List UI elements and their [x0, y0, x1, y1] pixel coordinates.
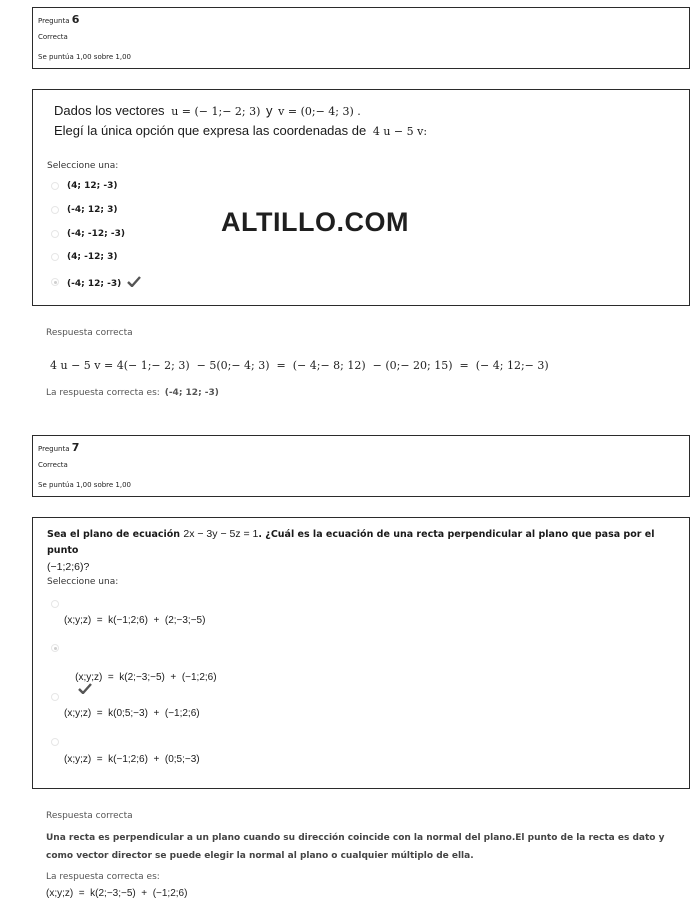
question-number: 6 — [71, 13, 80, 26]
question-6-content-box — [32, 89, 690, 306]
option-radio-1[interactable] — [51, 182, 59, 190]
question-6-status: Correcta — [38, 33, 68, 41]
question-6-prompt-line2 — [54, 123, 427, 138]
select-label: Seleccione una: — [47, 161, 119, 171]
q7-correct-answer-value: (x;y;z) = k(2;−3;−5) + (−1;2;6) — [46, 888, 188, 899]
question-6-info-box — [32, 7, 690, 69]
option-radio-2-selected[interactable] — [51, 644, 59, 652]
option-label-3[interactable]: (-4; -12; -3) — [67, 229, 125, 239]
question-7-prompt — [47, 526, 677, 576]
option-label-3[interactable]: (x;y;z) = k(0;5;−3) + (−1;2;6) — [64, 708, 200, 719]
question-number: 7 — [71, 441, 80, 454]
option-label-2[interactable]: (x;y;z) = k(2;−3;−5) + (−1;2;6) — [75, 672, 217, 683]
vector-expression: 4 u − 5 v: — [372, 125, 428, 138]
q6-correct-answer — [46, 388, 219, 398]
vector-v-definition: v = (0;− 4; 3) . — [278, 105, 361, 118]
option-label-1[interactable]: (x;y;z) = k(−1;2;6) + (2;−3;−5) — [64, 615, 206, 626]
q7-feedback-title: Respuesta correcta — [46, 811, 133, 821]
option-radio-3[interactable] — [51, 693, 59, 701]
question-7-header — [38, 441, 79, 454]
watermark-logo: ALTILLO.COM — [221, 207, 409, 237]
prompt-part-a: Sea el plano de ecuación — [47, 529, 181, 540]
question-label: Pregunta — [38, 445, 70, 453]
question-6-prompt-line1 — [54, 103, 361, 118]
checkmark-icon — [78, 683, 92, 694]
prompt-prefix: Dados los vectores — [54, 103, 165, 118]
vector-u-definition: u = (− 1;− 2; 3) — [171, 105, 261, 118]
question-6-header — [38, 13, 79, 26]
option-label-4[interactable]: (4; -12; 3) — [67, 252, 118, 262]
option-label-2[interactable]: (-4; 12; 3) — [67, 205, 118, 215]
q7-explanation-line2: como vector director se puede elegir la normal al plano o cualquier múltiplo de ella. — [46, 851, 474, 861]
option-5-selected[interactable] — [67, 276, 141, 289]
option-label-4[interactable]: (x;y;z) = k(−1;2;6) + (0;5;−3) — [64, 754, 200, 765]
point-coordinates: (−1;2;6)? — [47, 561, 90, 573]
option-label-5[interactable]: (-4; 12; -3) — [67, 279, 122, 289]
checkmark-icon — [127, 276, 141, 287]
prompt-line2-text: Elegí la única opción que expresa las coordenadas de — [54, 123, 367, 138]
plane-equation: 2x − 3y − 5z = 1 — [183, 528, 259, 540]
option-radio-5-selected[interactable] — [51, 278, 59, 286]
option-radio-2[interactable] — [51, 206, 59, 214]
q7-explanation-line1: Una recta es perpendicular a un plano cuando su dirección coincide con la normal del plano.El punto de la recta es dato y — [46, 833, 665, 843]
option-radio-1[interactable] — [51, 600, 59, 608]
option-radio-4[interactable] — [51, 738, 59, 746]
question-label: Pregunta — [38, 17, 70, 25]
q6-worked-solution: 4 u − 5 v = 4(− 1;− 2; 3) − 5(0;− 4; 3) = (− 4;− 8; 12) − (0;− 20; 15) = (− 4; 12;− 3) — [50, 359, 549, 372]
select-label: Seleccione una: — [47, 577, 119, 587]
correct-answer-value: (-4; 12; -3) — [164, 388, 219, 398]
option-radio-3[interactable] — [51, 230, 59, 238]
conjunction: y — [266, 103, 273, 118]
q6-feedback-title: Respuesta correcta — [46, 328, 133, 338]
option-radio-4[interactable] — [51, 253, 59, 261]
option-2-selected[interactable] — [64, 661, 217, 707]
question-6-score: Se puntúa 1,00 sobre 1,00 — [38, 53, 132, 61]
question-7-status: Correcta — [38, 461, 68, 469]
question-7-info-box — [32, 435, 690, 497]
correct-answer-prefix: La respuesta correcta es: — [46, 388, 160, 398]
prompt-part-b: . ¿Cuál es la ecuación de una recta perpendicular al plano que pasa por el punto — [47, 529, 655, 556]
option-label-1[interactable]: (4; 12; -3) — [67, 181, 118, 191]
question-7-content-box — [32, 517, 690, 789]
question-7-score: Se puntúa 1,00 sobre 1,00 — [38, 481, 132, 489]
q7-correct-answer-prefix: La respuesta correcta es: — [46, 872, 160, 882]
